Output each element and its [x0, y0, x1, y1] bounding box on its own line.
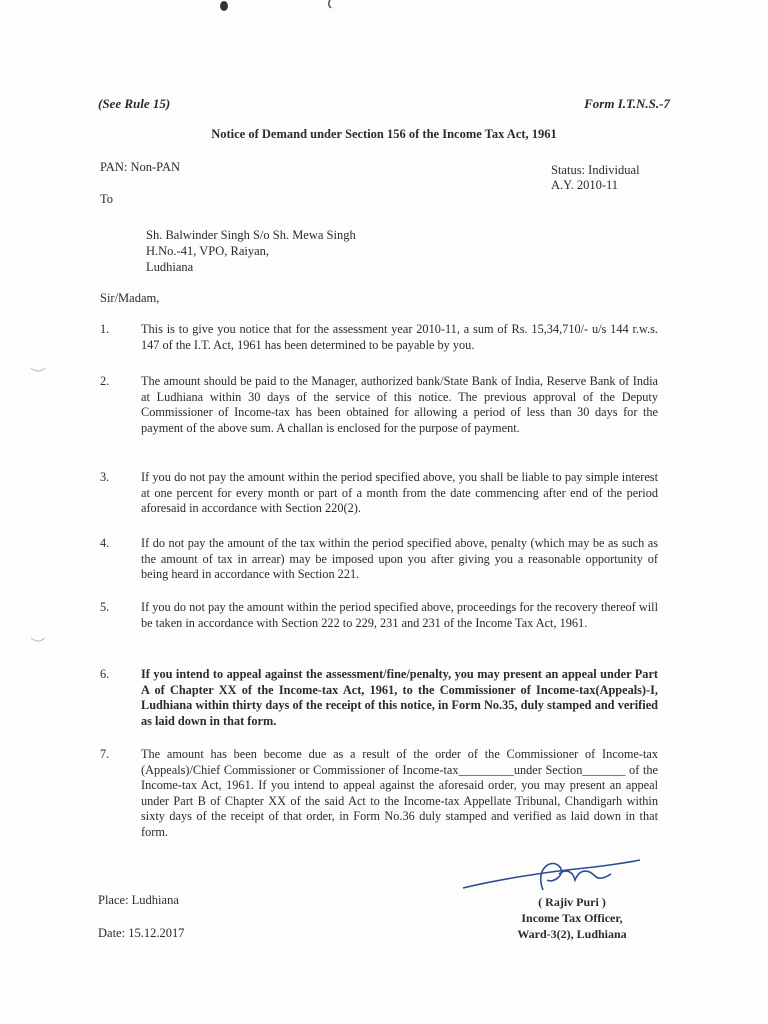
address-line: Ludhiana — [146, 260, 194, 274]
status-line: Status: Individual — [551, 163, 640, 177]
margin-punch-marks — [28, 360, 58, 660]
address-line: H.No.-41, VPO, Raiyan, — [146, 244, 270, 258]
officer-signature — [455, 850, 655, 900]
paragraph-number: 7. — [100, 747, 110, 761]
signatory-designation: Income Tax Officer, — [521, 911, 623, 925]
place-field: Place: Ludhiana — [98, 893, 179, 907]
salutation: Sir/Madam, — [100, 291, 160, 305]
scan-specks — [215, 0, 355, 14]
notice-title: Notice of Demand under Section 156 of the Income Tax Act, 1961 — [211, 127, 557, 141]
address-block — [146, 227, 356, 275]
date-field: Date: 15.12.2017 — [98, 926, 185, 940]
paragraph-3 — [100, 470, 658, 517]
paragraph-5 — [100, 600, 658, 631]
paragraph-number: 1. — [100, 322, 110, 336]
to-label: To — [100, 192, 114, 206]
paragraph-number: 3. — [100, 470, 110, 484]
paragraph-text: The amount has been become due as a result of the order of the Commissioner of Income-tax (Appeals)/Chief Commissioner or Commissioner of Income-tax_________under Section_______ of the Income-tax Act, 1961. If you intend to appeal against the aforesaid order, you may present an appeal under Part B of Chapter XX of the said Act to the Income-tax Appellate Tribunal, Chandigarh within sixty days of the receipt of that order, in Form No.36 duly stamped and verified as laid down in that form. — [141, 747, 658, 839]
paragraph-text: This is to give you notice that for the assessment year 2010-11, a sum of Rs. 15,34,710/- u/s 144 r.w.s. 147 of the I.T. Act, 1961 has been determined to be payable by you. — [141, 322, 658, 352]
paragraph-text: If do not pay the amount of the tax within the period specified above, penalty (which may be as such as the amount of tax in arrear) may be imposed upon you after giving you a reasonable opportunity of being heard in accordance with Section 221. — [141, 536, 658, 581]
paragraph-7 — [100, 747, 658, 840]
assessment-year: A.Y. 2010-11 — [551, 178, 619, 192]
paragraph-text: If you do not pay the amount within the period specified above, proceedings for the recovery thereof will be taken in accordance with Section 222 to 229, 231 and 231 of the Income Tax Act, 1961. — [141, 600, 658, 630]
paragraph-1 — [100, 322, 658, 353]
status-block — [551, 163, 640, 193]
paragraph-4 — [100, 536, 658, 583]
address-line: Sh. Balwinder Singh S/o Sh. Mewa Singh — [146, 228, 356, 242]
paragraph-text: If you intend to appeal against the assessment/fine/penalty, you may present an appeal under Part A of Chapter XX of the Income-tax Act, 1961, to the Commissioner of Income-tax(Appeals)-I, Ludhiana within thirty days of the receipt of this notice, in Form No.35, duly stamped and verified as laid down in that form. — [141, 667, 658, 728]
paragraph-number: 2. — [100, 374, 110, 388]
paragraph-text: If you do not pay the amount within the period specified above, you shall be liable to pay simple interest at one percent for every month or part of a month from the date commencing after end of the period aforesaid in accordance with Section 220(2). — [141, 470, 658, 515]
pan-field: PAN: Non-PAN — [100, 160, 181, 174]
paragraph-text: The amount should be paid to the Manager, authorized bank/State Bank of India, Reserve Bank of India at Ludhiana within 30 days of the service of this notice. The previous approval of the Deputy Commissioner of Income-tax has been obtained for allowing a period of less than 30 days for the payment of the above sum. A challan is enclosed for the purpose of payment. — [141, 374, 658, 435]
signatory-name: ( Rajiv Puri ) — [538, 895, 606, 909]
rule-reference: (See Rule 15) — [98, 96, 171, 111]
signatory-ward: Ward-3(2), Ludhiana — [517, 927, 627, 941]
form-number: Form I.T.N.S.-7 — [584, 96, 670, 111]
paragraph-number: 6. — [100, 667, 110, 681]
paragraph-number: 4. — [100, 536, 110, 550]
paragraph-number: 5. — [100, 600, 110, 614]
paragraph-2 — [100, 374, 658, 436]
signatory-block — [497, 894, 647, 942]
paragraph-6 — [100, 667, 658, 729]
